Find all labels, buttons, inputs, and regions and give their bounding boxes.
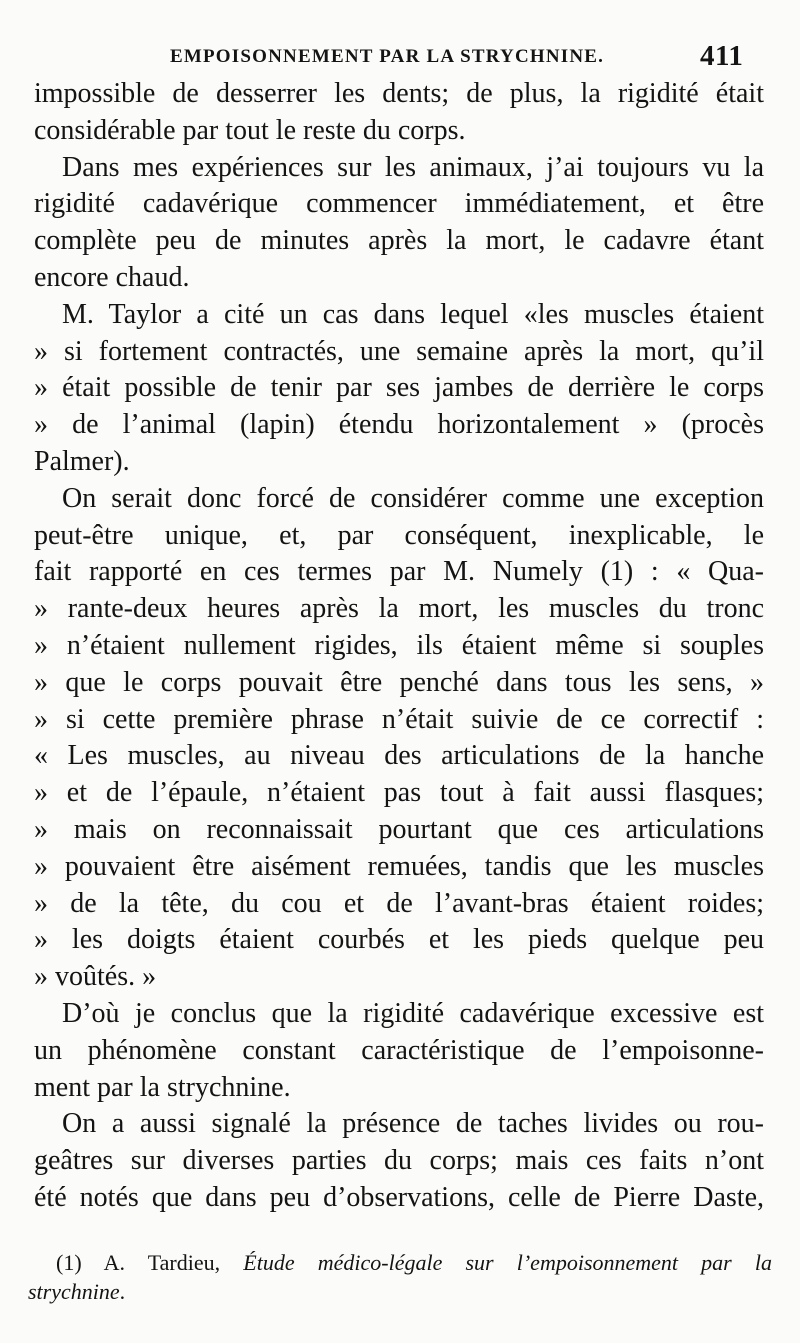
- text-line: Dans mes expériences sur les animaux, j’ai toujours vu la: [62, 151, 764, 183]
- running-title: EMPOISONNEMENT PAR LA STRYCHNINE.: [170, 46, 605, 67]
- running-head: [0, 40, 800, 80]
- body-text: [34, 76, 764, 1217]
- text-line: fait rapporté en ces termes par M. Numely (1) : « Qua-: [34, 556, 764, 588]
- page-number: 411: [700, 40, 744, 72]
- text-line: » voûtés. »: [34, 961, 157, 993]
- text-line: encore chaud.: [34, 261, 190, 293]
- footnote-title: Étude médico-légale sur l’empoisonnement par la: [243, 1250, 773, 1275]
- footnote: [28, 1248, 773, 1306]
- text-line: Palmer).: [34, 445, 130, 477]
- text-line: complète peu de minutes après la mort, le cadavre étant: [34, 225, 764, 257]
- text-line: un phénomène constant caractéristique de l’empoisonne-: [34, 1034, 764, 1066]
- text-line: D’où je conclus que la rigidité cadavérique excessive est: [62, 997, 764, 1029]
- footnote-end-period: .: [119, 1279, 126, 1304]
- text-line: » que le corps pouvait être penché dans tous les sens, »: [34, 666, 764, 698]
- text-line: On a aussi signalé la présence de taches livides ou rou-: [62, 1108, 764, 1140]
- text-line: » si cette première phrase n’était suivie de ce correctif :: [34, 703, 764, 735]
- text-line: ment par la strychnine.: [34, 1071, 291, 1103]
- text-line: » et de l’épaule, n’étaient pas tout à fait aussi flasques;: [34, 777, 764, 809]
- text-line: M. Taylor a cité un cas dans lequel «les muscles étaient: [62, 298, 764, 330]
- text-line: » n’étaient nullement rigides, ils étaient même si souples: [34, 629, 764, 661]
- footnote-marker: (1): [56, 1250, 82, 1275]
- text-line: » les doigts étaient courbés et les pieds quelque peu: [34, 924, 764, 956]
- text-line: » de l’animal (lapin) étendu horizontalement » (procès: [34, 409, 764, 441]
- text-line: considérable par tout le reste du corps.: [34, 114, 466, 146]
- footnote-author: A. Tardieu,: [103, 1250, 221, 1275]
- text-line: « Les muscles, au niveau des articulations de la hanche: [34, 740, 764, 772]
- text-line: geâtres sur diverses parties du corps; mais ces faits n’ont: [34, 1145, 764, 1177]
- footnote-line: [28, 1277, 772, 1306]
- text-line: » était possible de tenir par ses jambes de derrière le corps: [34, 372, 764, 404]
- text-line: On serait donc forcé de considérer comme une exception: [62, 482, 764, 514]
- text-line: » pouvaient être aisément remuées, tandis que les muscles: [34, 850, 764, 882]
- text-line: » mais on reconnaissait pourtant que ces articulations: [34, 813, 764, 845]
- footnote-line: [56, 1248, 772, 1277]
- text-line: peut-être unique, et, par conséquent, inexplicable, le: [34, 519, 764, 551]
- text-line: » si fortement contractés, une semaine après la mort, qu’il: [34, 335, 764, 367]
- text-line: été notés que dans peu d’observations, celle de Pierre Daste,: [34, 1181, 764, 1213]
- text-line: » de la tête, du cou et de l’avant-bras étaient roides;: [34, 887, 764, 919]
- footnote-title-continued: strychnine: [28, 1279, 120, 1304]
- text-line: impossible de desserrer les dents; de plus, la rigidité était: [34, 78, 764, 109]
- text-line: rigidité cadavérique commencer immédiatement, et être: [34, 188, 764, 220]
- text-line: » rante-deux heures après la mort, les muscles du tronc: [34, 593, 764, 625]
